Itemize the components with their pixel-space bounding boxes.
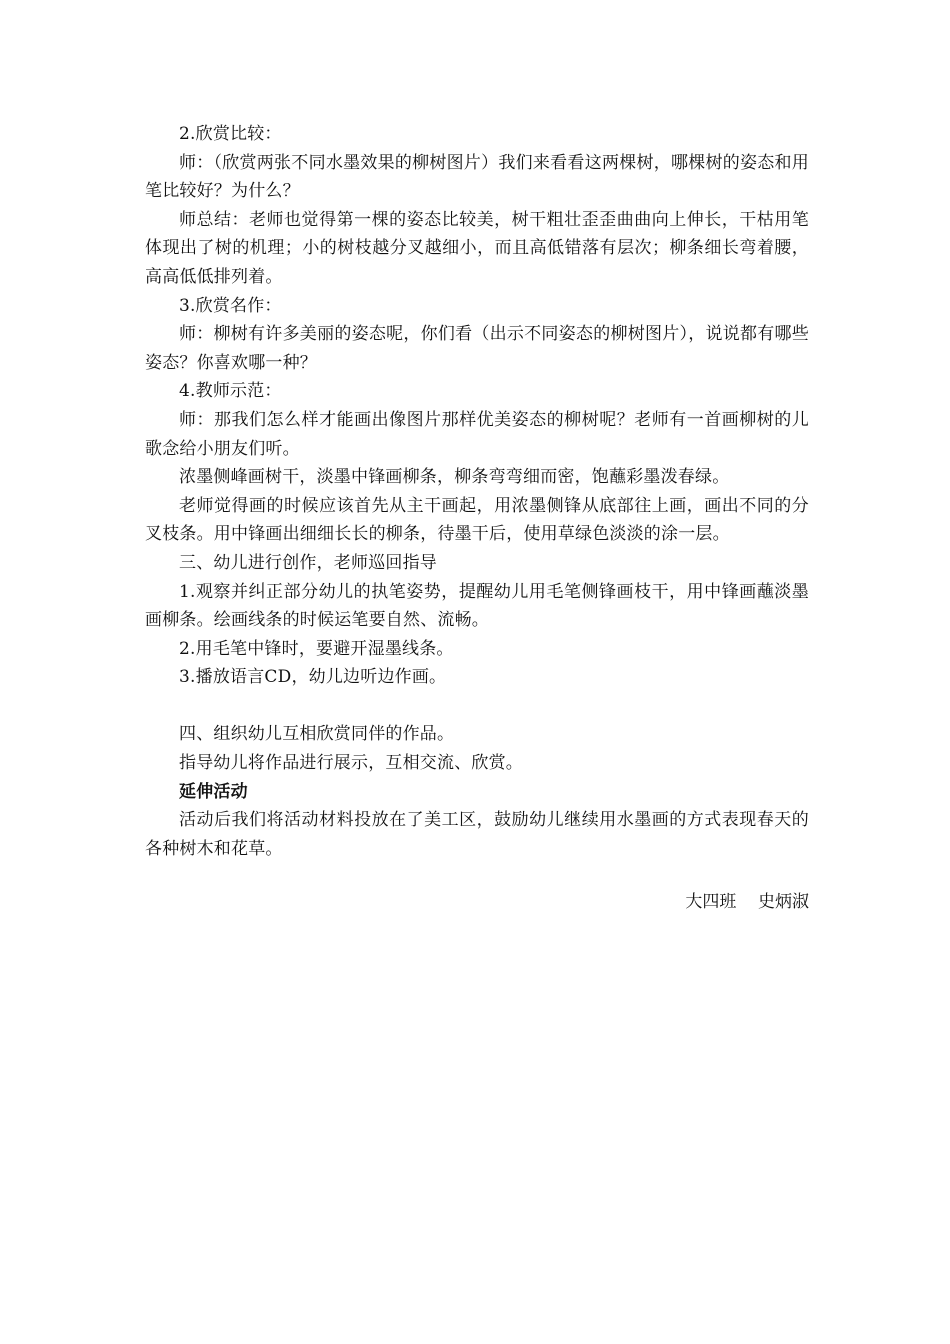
paragraph-display-works: 指导幼儿将作品进行展示，互相交流、欣赏。: [179, 753, 523, 774]
document-body: [145, 120, 809, 917]
author-signature: 大四班 史炳淑: [685, 892, 809, 913]
paragraph-teacher-question-willows: 师：（欣赏两张不同水墨效果的柳树图片）我们来看看这两棵树，哪棵树的姿态和用笔比较好？为什么？: [145, 152, 809, 202]
paragraph-painting-song: 浓墨侧峰画树干，淡墨中锋画柳条，柳条弯弯细而密，饱蘸彩墨泼春绿。: [179, 467, 730, 488]
paragraph-extension-content: 活动后我们将活动材料投放在了美工区，鼓励幼儿继续用水墨画的方式表现春天的各种树木和花草。: [145, 810, 809, 859]
paragraph-teacher-summary: 师总结：老师也觉得第一棵的姿态比较美，树干粗壮歪歪曲曲向上伸长，干枯用笔体现出了树的机理；小的树枝越分叉越细小，而且高低错落有层次；柳条细长弯着腰，高高低低排列着。: [145, 209, 809, 287]
paragraph-guidance-step-2: 2.用毛笔中锋时，要避开湿墨线条。: [179, 638, 454, 659]
blank-line: [145, 692, 809, 721]
section-heading-extension-activity: 延伸活动: [179, 781, 248, 802]
paragraph-appreciate-masterpiece-heading: 3.欣赏名作：: [179, 295, 282, 316]
paragraph-painting-method: 老师觉得画的时候应该首先从主干画起，用浓墨侧锋从底部往上画，画出不同的分叉枝条。用中锋画出细细长长的柳条，待墨干后，使用草绿色淡淡的涂一层。: [145, 495, 809, 545]
section-heading-children-create: 三、幼儿进行创作，老师巡回指导: [179, 552, 437, 573]
paragraph-guidance-step-3: 3.播放语言CD，幼儿边听边作画。: [179, 667, 447, 688]
paragraph-teacher-demo-heading: 4.教师示范：: [179, 381, 282, 402]
paragraph-appreciate-compare-heading: 2.欣赏比较：: [179, 124, 282, 144]
section-heading-mutual-appreciation: 四、组织幼儿互相欣赏同伴的作品。: [179, 724, 455, 745]
paragraph-teacher-willow-postures: 师：柳树有许多美丽的姿态呢，你们看（出示不同姿态的柳树图片），说说都有哪些姿态？你喜欢哪一种？: [145, 324, 809, 373]
paragraph-teacher-song-intro: 师：那我们怎么样才能画出像图片那样优美姿态的柳树呢？老师有一首画柳树的儿歌念给小朋友们听。: [145, 409, 809, 459]
paragraph-guidance-step-1: 1.观察并纠正部分幼儿的执笔姿势，提醒幼儿用毛笔侧锋画枝干，用中锋画蘸淡墨画柳条。绘画线条的时候运笔要自然、流畅。: [145, 581, 809, 631]
signature-gap: [145, 863, 809, 888]
